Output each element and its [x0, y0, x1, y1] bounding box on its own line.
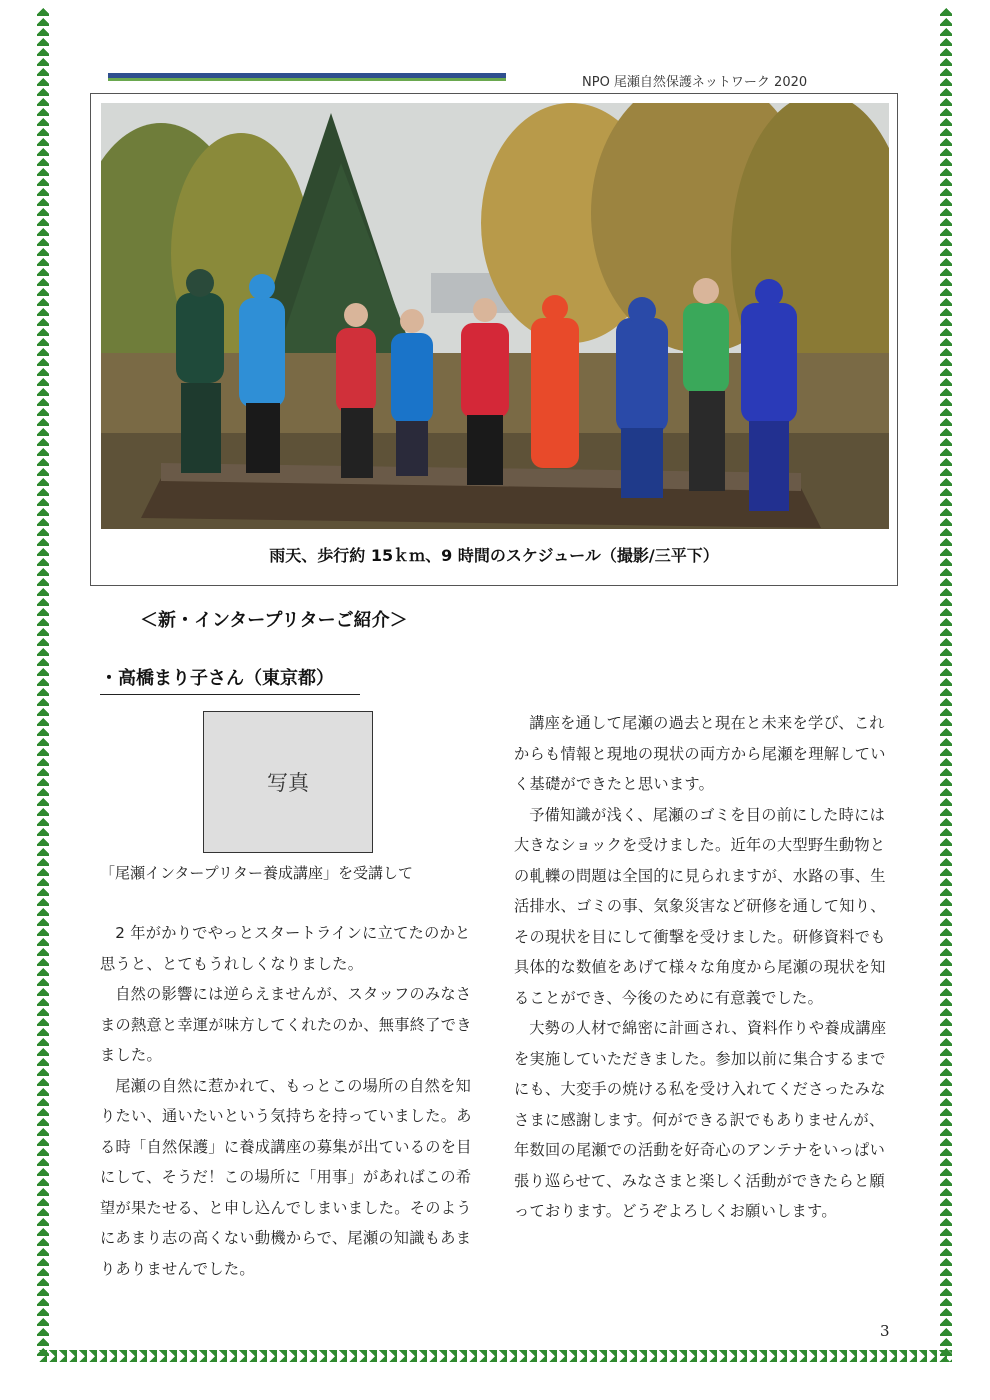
- section-title: ＜新・インタープリターご紹介＞: [140, 610, 408, 631]
- body-paragraph: 自然の影響には逆らえませんが、スタッフのみなさまの熱意と幸運が味方してくれたのか、無事終了できました。: [100, 985, 472, 1064]
- group-photo: [101, 103, 889, 529]
- photo-caption: 雨天、歩行約 15ｋｍ、9 時間のスケジュール（撮影/三平下）: [269, 546, 719, 565]
- page-border-left: [37, 6, 49, 1362]
- body-paragraph: 2 年がかりでやっとスタートラインに立てたのかと思うと、とてもうれしくなりました。: [100, 924, 471, 973]
- page-border-bottom: [37, 1350, 952, 1362]
- portrait-placeholder-label: 写真: [267, 771, 309, 795]
- body-paragraph: 講座を通して尾瀬の過去と現在と未来を学び、これからも情報と現地の現状の両方から尾瀬を理解していく基礎ができたと思います。: [514, 714, 886, 793]
- page-border-right: [940, 6, 952, 1362]
- body-column-right: [514, 708, 899, 1227]
- header-rule: [108, 73, 506, 81]
- portrait-placeholder: [203, 711, 373, 853]
- body-paragraph: 大勢の人材で綿密に計画され、資料作りや養成講座を実施していただきました。参加以前に集合するまでにも、大変手の焼ける私を受け入れてくださったみなさまに感謝します。何ができる訳でもありませんが、年数回の尾瀬での活動を好奇心のアンテナをいっぱい張り巡らせて、みなさまと楽しく活動ができたらと願っております。どうぞよろしくお願いします。: [514, 1019, 887, 1220]
- person-title: ・高橋まり子さん（東京都）: [100, 664, 360, 695]
- body-paragraph: 予備知識が浅く、尾瀬のゴミを目の前にした時には大きなショックを受けました。近年の大型野生動物との軋轢の問題は全国的に見られますが、水路の事、生活排水、ゴミの事、気象災害など研修を通して知り、その現状を目にして衝撃を受けました。研修資料でも具体的な数値をあげて様々な角度から尾瀬の現状を知ることができ、今後のために有意義でした。: [514, 805, 886, 1007]
- page-number: 3: [880, 1322, 890, 1340]
- article-subtitle: 「尾瀬インタープリター養成講座」を受講して: [100, 864, 414, 882]
- body-column-left: [100, 918, 485, 1284]
- photo-frame: [90, 93, 898, 586]
- header-org-year: NPO 尾瀬自然保護ネットワーク 2020: [582, 75, 808, 90]
- body-paragraph: 尾瀬の自然に惹かれて、もっとこの場所の自然を知りたい、通いたいという気持ちを持っていました。ある時「自然保護」に養成講座の募集が出ているのを目にして、そうだ！この場所に「用事」があればこの希望が果たせる、と申し込んでしまいました。そのようにあまり志の高くない動機からで、尾瀬の知識もあまりありませんでした。: [100, 1076, 472, 1278]
- group-photo-illustration: [101, 103, 889, 529]
